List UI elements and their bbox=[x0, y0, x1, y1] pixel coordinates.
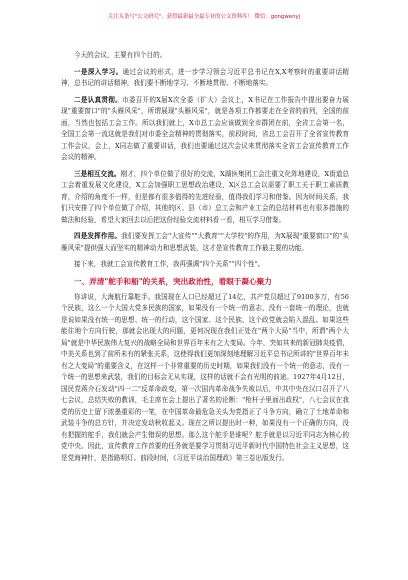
section-heading: 一、弄清"舵手和船"的关系，突出政治性，着眼于凝心聚力 bbox=[74, 276, 272, 286]
document-body bbox=[61, 50, 349, 464]
point-3-lead: 三是相互交流。 bbox=[74, 169, 121, 178]
point-4-text: 我们要发挥工会"大宣传""大教育""大学校"的作用，为X展现"重要窗口"的"头雁风采"提供强大而坚实的精神动力和思想武装，这才是宣传教育工作最主要的功能。 bbox=[61, 232, 349, 252]
point-3 bbox=[61, 169, 349, 227]
point-2-text: 市委召开的X届X次全委（扩大）会议上，X书记在工作报告中提出要奋力展现"重要窗口"的"头雁风采"，所谓展现"头雁风采"，就是各项工作都要走在全省的前列，全国的前面，当然也包括工会工作。所以我们就上，X市总工会应该做到全市群团在前，全省工会第一名，全国工会第一流这就是我们对市委全会精神的贯彻落实，前段时间，省总工会召开了全省宣传教育工作会议，会上，X同志做了重要讲话，我们也要通过这次会议来贯彻落实全省工会宣传教育工作会议的精神。 bbox=[61, 95, 349, 161]
section-paragraph: 你讲说，大海航行靠舵手。我国现在人口已经超过了14亿，共产党员超过了9100多万，有56个民族，这么一个大国大党多民族的国家，如果没有一个统一的意志，没有一套统一的理论，也就是说如果没有统一的思想、统一的行动，这个国家、这个民族、这个政党就会陷入混乱。如果这些能住地个方向行驶，那就会出现大的问题，更何况现在我们正处在"两个大局"当中，所谓"两个大局"就是中华民族伟大复兴的战略全局和世界百年未有之大变局。今年，突如其来的新冠肺炎疫情，中美关系也到了前所未有的紧张关系，这使得我们更加深刻地理解习近平总书记所讲的"世界百年未有之大变局"的重要含义，在这样一个非常重要的历史时期，如果我们没有一个统一的意志，没有一个统一的思想来武装，我们的目标会无从实现，这样的话就不会有光明的前途。1927年4月12日，国民党蒋介石发动"四一二"反革命政变，第一次国内革命战争失败以后，中共中央在汉口召开了八七会议，总结失败的教训，毛主席在会上提出了著名的论断："枪杆子里面出政权"，八七会议在我党的历史上留下浓墨重彩的一笔，在中国革命最危急关头为党指正了斗争方向，确立了土地革命和武装斗争的总方针，并决定发动秋收起义。现在之所以提出时一种，如果没有一个正确的方向，没有把握的舵手，我们就会产生错误的思想。那么这个舵手是谁呢？舵手就是以习近平同志为核心的党中央。因此，宣传教育工作首要的任务就是要学习贯彻习近平新时代中国特色社会主义思想，这是党海神针，是指路明灯。前段时间，《习近平谈治国理政》第三卷出版发行。 bbox=[61, 292, 349, 462]
point-2 bbox=[61, 95, 349, 164]
point-1-lead: 一是深入学习。 bbox=[74, 67, 123, 76]
opening-line: 今天的会议，主要有四个目的。 bbox=[74, 51, 167, 59]
point-1-text: 通过会议的形式，进一步学习领会习近平总书记在X,X考察时的重要讲话精神，总书记的讲话精神，我们要不断地学习、不断地贯彻、不断地落实。 bbox=[61, 67, 350, 87]
point-1 bbox=[61, 67, 349, 90]
point-4-lead: 四是发挥作用。 bbox=[74, 232, 122, 240]
point-2-lead: 二是认真贯彻。 bbox=[74, 95, 122, 104]
header-banner[interactable]: 关注头条号"公文研究"，获得最新最全最专业的公文资料库！ 微信：gongwenyj bbox=[107, 14, 301, 20]
point-3-text: 刚才，四个单位做了很好的交流，X湖医集团工会注重文化阵地建设，X街道总工会着重发展文化建设，X工会加强职工思想政治建设，X区总工会以需要了职工关于职工素质教育，介绍的角度不一样，但是都有很多值得的先进经验，值得我们学习和借鉴。因为时间关系，我们只安排了四个单位做了介绍，其他的区、县（市）总工会和产业工会的总结材料也有很多措施的做法和经验，希望大家回去以后把这份经验交流材料看一看，相互学习借鉴。 bbox=[61, 169, 350, 224]
transition-line: 接下来，我就工会宣传教育工作，我再强调"四个关系""四个性"。 bbox=[74, 260, 265, 268]
point-4 bbox=[61, 231, 349, 254]
